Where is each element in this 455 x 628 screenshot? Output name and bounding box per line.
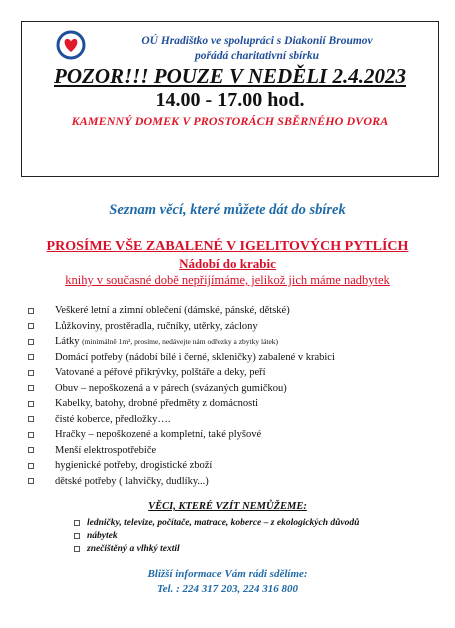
list-item: Hračky – nepoškozené a kompletní, také plyšové — [28, 427, 428, 443]
place-line: KAMENNÝ DOMEK V PROSTORÁCH SBĚRNÉHO DVORA — [71, 114, 389, 128]
bullet-icon — [28, 447, 34, 453]
list-item: ledničky, televize, počítače, matrace, koberce – z ekologických důvodů — [74, 516, 434, 529]
bullet-icon — [28, 385, 34, 391]
bullet-icon — [28, 401, 34, 407]
books-note: knihy v současné době nepřijímáme, jelikož jich máme nadbytek — [65, 273, 390, 287]
list-item: Domácí potřeby (nádobí bílé i černé, skleničky) zabalené v krabici — [28, 350, 428, 366]
bullet-icon — [28, 370, 34, 376]
cannot-accept-list — [74, 516, 434, 555]
bullet-icon — [28, 478, 34, 484]
list-item: nábytek — [74, 529, 434, 542]
phone-line: Tel. : 224 317 203, 224 316 800 — [156, 583, 299, 595]
bullet-icon — [28, 308, 34, 314]
list-item: Vatované a péřové přikrývky, polštáře a deky, peří — [28, 365, 428, 381]
list-item: Lůžkoviny, prostěradla, ručníky, utěrky, záclony — [28, 319, 428, 335]
bullet-icon — [28, 432, 34, 438]
list-item: Látky (minimálně 1m², prosíme, nedávejte nám odřezky a zbytky látek) — [28, 334, 428, 350]
list-item: znečištěný a vlhký textil — [74, 542, 434, 555]
bullet-icon — [74, 546, 80, 552]
bullet-icon — [28, 463, 34, 469]
accepted-items-list — [28, 303, 428, 489]
list-title: Seznam věcí, které můžete dát do sbírek — [109, 202, 346, 218]
latky-note: (minimálně 1m², prosíme, nedávejte nám odřezky a zbytky látek) — [82, 337, 279, 347]
organizer-text — [82, 34, 432, 64]
collection-line: pořádá charitativní sbírku — [195, 50, 319, 62]
dishes-note: Nádobí do krabic — [179, 256, 276, 271]
cannot-accept-title: VĚCI, KTERÉ VZÍT NEMŮŽEME: — [148, 501, 307, 512]
list-item: Veškeré letní a zimní oblečení (dámské, pánské, dětské) — [28, 303, 428, 319]
bullet-icon — [74, 533, 80, 539]
list-item: hygienické potřeby, drogistické zboží — [28, 458, 428, 474]
bullet-icon — [74, 520, 80, 526]
header-box — [21, 21, 439, 177]
list-item: čisté koberce, předložky…. — [28, 412, 428, 428]
list-item: Menší elektrospotřebiče — [28, 443, 428, 459]
info-line: Bližší informace Vám rádi sdělíme: — [147, 568, 308, 580]
list-item: Kabelky, batohy, drobné předměty z domácnosti — [28, 396, 428, 412]
organizer-line: OÚ Hradištko ve spolupráci s Diakonií Broumov — [141, 35, 373, 47]
bullet-icon — [28, 416, 34, 422]
date-headline: POZOR!!! POUZE V NEDĚLI 2.4.2023 — [54, 64, 406, 88]
bullet-icon — [28, 354, 34, 360]
bullet-icon — [28, 323, 34, 329]
list-item: dětské potřeby ( lahvičky, dudlíky...) — [28, 474, 428, 490]
packed-note: PROSÍME VŠE ZABALENÉ V IGELITOVÝCH PYTLÍCH — [46, 239, 409, 254]
list-item: Obuv – nepoškozená a v párech (svázaných gumičkou) — [28, 381, 428, 397]
bullet-icon — [28, 339, 34, 345]
time-headline: 14.00 - 17.00 hod. — [155, 89, 305, 111]
